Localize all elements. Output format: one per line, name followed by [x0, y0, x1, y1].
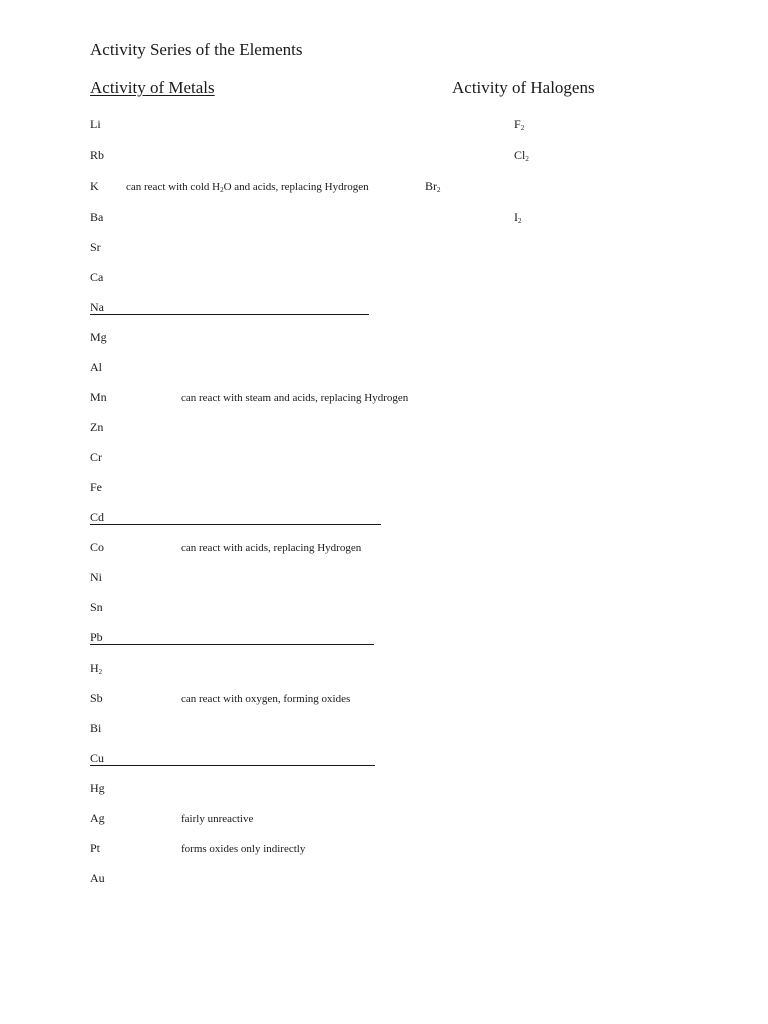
metal-symbol: Ni: [90, 570, 102, 584]
metal-row-co: [0, 539, 768, 559]
metal-symbol: Ca: [90, 270, 104, 284]
metal-symbol: K: [90, 179, 99, 193]
metal-row-na: [0, 299, 768, 319]
metal-symbol: Au: [90, 871, 105, 885]
metal-row-pb: [0, 629, 768, 649]
metal-row-cu: [0, 750, 768, 770]
halogen-br2: $Br_2$: [425, 179, 441, 194]
metal-symbol: Bi: [90, 721, 102, 735]
separator-line: [90, 750, 375, 766]
metal-row-ni: [0, 569, 768, 589]
metal-row-hg: [0, 780, 768, 800]
metal-symbol: Cu: [90, 751, 105, 765]
metal-row-cr: [0, 449, 768, 469]
metal-row-ba: [0, 209, 768, 229]
metal-symbol: Mg: [90, 330, 107, 344]
metal-symbol: Sb: [90, 691, 103, 705]
metal-row-pt: [0, 840, 768, 860]
metal-row-li: [0, 116, 768, 136]
metal-symbol: Pt: [90, 841, 101, 855]
metal-note: forms oxides only indirectly: [181, 843, 306, 855]
metal-symbol: Ag: [90, 811, 105, 825]
metal-row-sn: [0, 599, 768, 619]
metal-note: can react with cold $H_2O$ and acids, replacing Hydrogen: [126, 181, 369, 194]
metal-row-bi: [0, 720, 768, 740]
metal-row-al: [0, 359, 768, 379]
metal-row-fe: [0, 479, 768, 499]
metal-symbol: $H_2$: [90, 661, 103, 676]
metal-row-zn: [0, 419, 768, 439]
metal-symbol: Cd: [90, 510, 105, 524]
metal-row-cd: [0, 509, 768, 529]
separator-line: [90, 509, 381, 525]
halogen-f2: $F_2$: [514, 117, 525, 132]
metal-row-au: [0, 870, 768, 890]
halogens-heading: Activity of Halogens: [452, 78, 595, 97]
metal-symbol: Rb: [90, 148, 105, 162]
metal-symbol: Fe: [90, 480, 102, 494]
metal-note: can react with acids, replacing Hydrogen: [181, 542, 362, 554]
metal-note: can react with oxygen, forming oxides: [181, 693, 351, 705]
metal-row-ca: [0, 269, 768, 289]
metal-symbol: Al: [90, 360, 102, 374]
metal-symbol: Pb: [90, 630, 103, 644]
separator-line: [90, 299, 369, 315]
metal-symbol: Hg: [90, 781, 105, 795]
separator-line: [90, 629, 374, 645]
metal-row-mn: [0, 389, 768, 409]
metal-row-rb: [0, 147, 768, 167]
metal-symbol: Mn: [90, 390, 107, 404]
halogen-i2: $I_2$: [514, 210, 522, 225]
metal-symbol: Sr: [90, 240, 101, 254]
metal-row-sb: [0, 690, 768, 710]
metals-heading: Activity of Metals: [90, 78, 215, 97]
halogen-cl2: $Cl_2$: [514, 148, 529, 163]
document-title: Activity Series of the Elements: [90, 40, 303, 59]
metal-row-mg: [0, 329, 768, 349]
metal-row-h2: [0, 660, 768, 680]
metal-symbol: Co: [90, 540, 105, 554]
metal-symbol: Cr: [90, 450, 102, 464]
metal-row-ag: [0, 810, 768, 830]
metal-symbol: Li: [90, 117, 101, 131]
metal-symbol: Ba: [90, 210, 104, 224]
metal-note: fairly unreactive: [181, 813, 254, 825]
metal-symbol: Sn: [90, 600, 103, 614]
metal-symbol: Na: [90, 300, 104, 314]
metal-symbol: Zn: [90, 420, 104, 434]
metal-row-sr: [0, 239, 768, 259]
metal-note: can react with steam and acids, replacing Hydrogen: [181, 392, 409, 404]
metal-row-k: [0, 178, 768, 198]
